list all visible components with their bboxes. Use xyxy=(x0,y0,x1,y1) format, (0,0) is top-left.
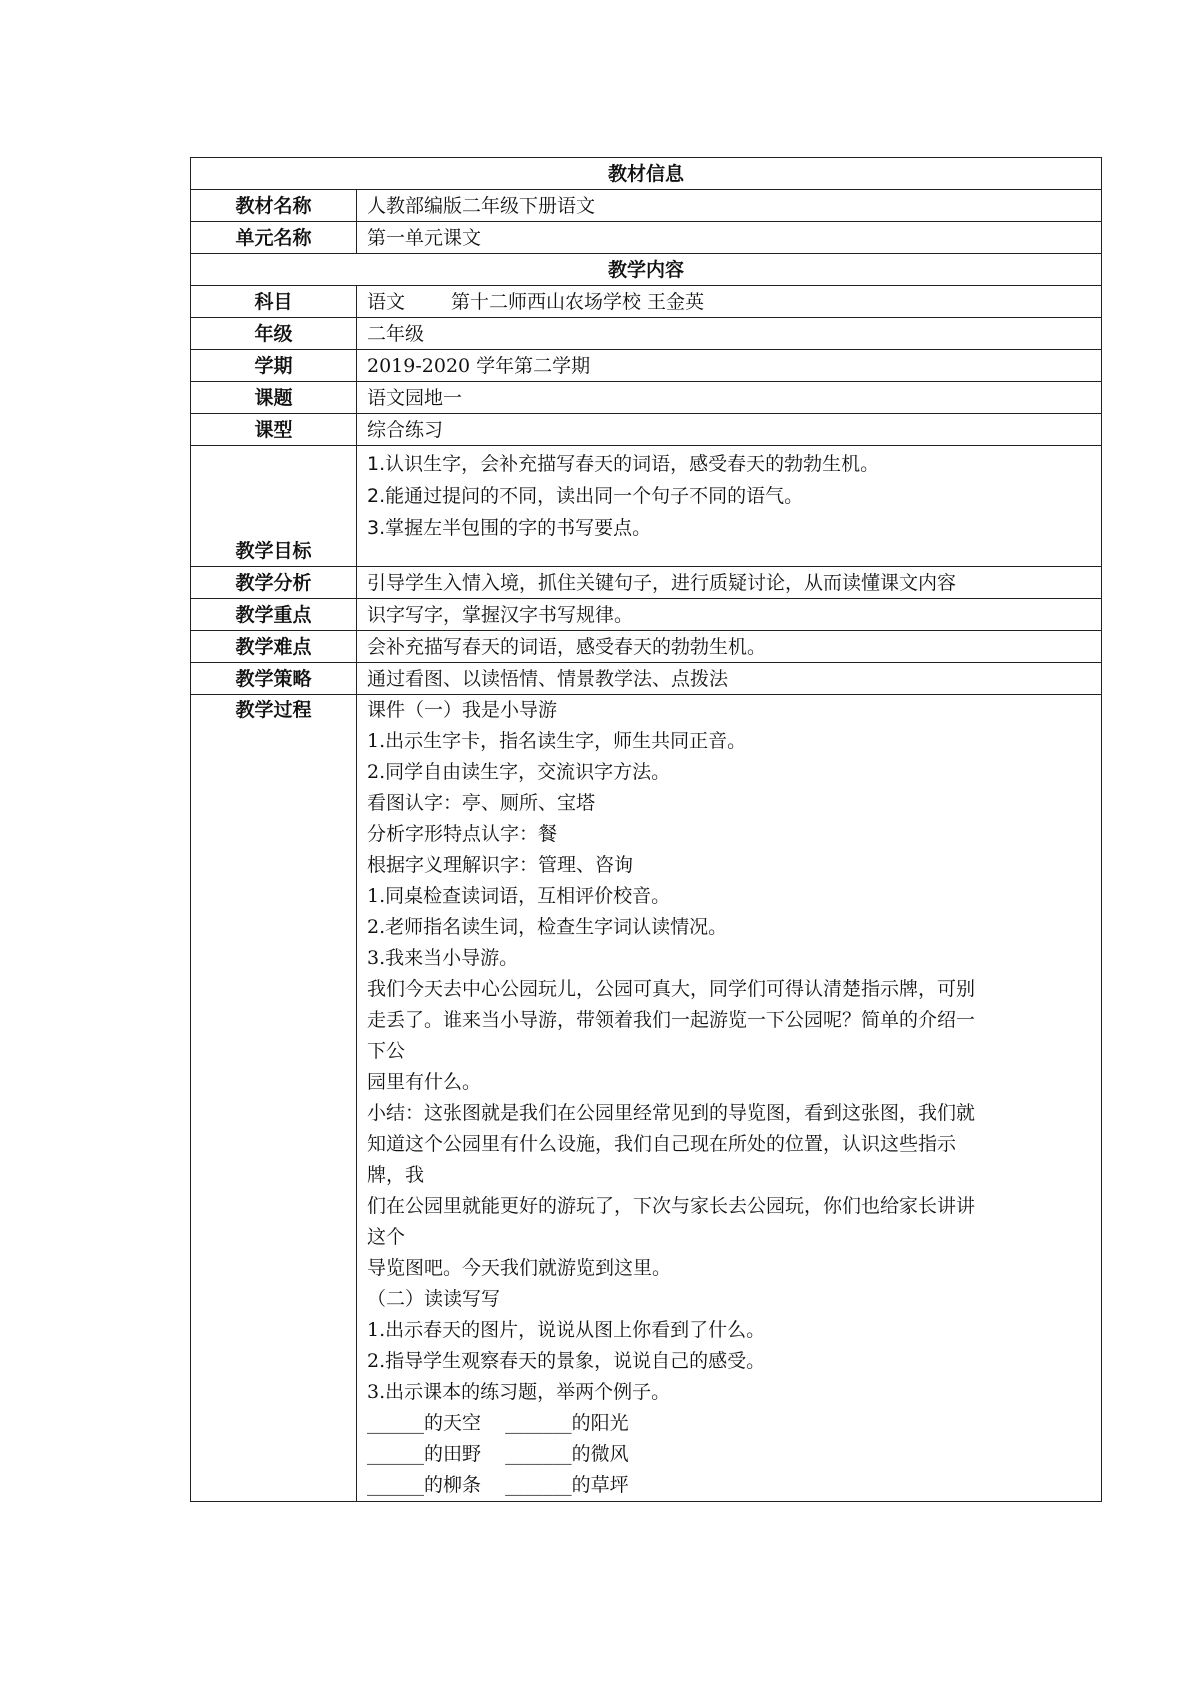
process-row xyxy=(191,695,1102,1502)
process-line: 园里有什么。 xyxy=(367,1071,482,1093)
lesson-type-value: 综合练习 xyxy=(357,414,1102,446)
process-line: 牌，我 xyxy=(367,1164,425,1186)
term-value: 2019-2020 学年第二学期 xyxy=(357,350,1102,382)
difficulty-row xyxy=(191,631,1102,663)
topic-label: 课题 xyxy=(191,382,357,414)
objective-item: 1.认识生字，会补充描写春天的词语，感受春天的勃勃生机。 xyxy=(367,453,880,475)
objectives-row xyxy=(191,446,1102,567)
fill-blank-line: ______的柳条 _______的草坪 xyxy=(367,1474,629,1496)
teaching-content-heading: 教学内容 xyxy=(191,254,1102,286)
process-line: 1.同桌检查读词语，互相评价校音。 xyxy=(367,885,671,907)
difficulty-value: 会补充描写春天的词语，感受春天的勃勃生机。 xyxy=(357,631,1102,663)
process-line: 1.出示生字卡，指名读生字，师生共同正音。 xyxy=(367,730,747,752)
subject-cell xyxy=(357,286,1102,318)
material-info-heading: 教材信息 xyxy=(191,158,1102,190)
key-point-label: 教学重点 xyxy=(191,599,357,631)
process-line: 2.指导学生观察春天的景象，说说自己的感受。 xyxy=(367,1350,766,1372)
process-line: 2.老师指名读生词，检查生字词认读情况。 xyxy=(367,916,728,938)
subject-value: 语文 xyxy=(367,290,406,313)
objectives-cell xyxy=(357,446,1102,567)
fill-blank-line: ______的田野 _______的微风 xyxy=(367,1443,629,1465)
topic-row xyxy=(191,382,1102,414)
process-line: 3.出示课本的练习题，举两个例子。 xyxy=(367,1381,671,1403)
material-name-label: 教材名称 xyxy=(191,190,357,222)
lesson-type-row xyxy=(191,414,1102,446)
process-line: 1.出示春天的图片，说说从图上你看到了什么。 xyxy=(367,1319,766,1341)
process-cell xyxy=(357,695,1102,1502)
strategy-value: 通过看图、以读悟情、情景教学法、点拨法 xyxy=(357,663,1102,695)
lesson-type-label: 课型 xyxy=(191,414,357,446)
process-line: 2.同学自由读生字，交流识字方法。 xyxy=(367,761,671,783)
grade-value: 二年级 xyxy=(357,318,1102,350)
process-line: 知道这个公园里有什么设施，我们自己现在所处的位置，认识这些指示 xyxy=(367,1133,957,1155)
process-line: （二）读读写写 xyxy=(367,1288,501,1310)
difficulty-label: 教学难点 xyxy=(191,631,357,663)
objective-item: 2.能通过提问的不同，读出同一个句子不同的语气。 xyxy=(367,485,804,507)
process-line: 分析字形特点认字：餐 xyxy=(367,823,558,845)
term-label: 学期 xyxy=(191,350,357,382)
process-line: 们在公园里就能更好的游玩了，下次与家长去公园玩，你们也给家长讲讲 xyxy=(367,1195,976,1217)
subject-row xyxy=(191,286,1102,318)
process-line: 小结：这张图就是我们在公园里经常见到的导览图，看到这张图，我们就 xyxy=(367,1102,976,1124)
process-line: 下公 xyxy=(367,1040,406,1062)
strategy-row xyxy=(191,663,1102,695)
lesson-plan-table xyxy=(190,157,1102,1502)
strategy-label: 教学策略 xyxy=(191,663,357,695)
analysis-row xyxy=(191,567,1102,599)
material-name-row xyxy=(191,190,1102,222)
unit-name-value: 第一单元课文 xyxy=(357,222,1102,254)
topic-value: 语文园地一 xyxy=(357,382,1102,414)
process-line: 根据字义理解识字：管理、咨询 xyxy=(367,854,634,876)
key-point-row xyxy=(191,599,1102,631)
teacher-school-value: 第十二师西山农场学校 王金英 xyxy=(451,290,705,313)
analysis-label: 教学分析 xyxy=(191,567,357,599)
material-info-header-row xyxy=(191,158,1102,190)
process-line: 我们今天去中心公园玩儿，公园可真大，同学们可得认清楚指示牌，可别 xyxy=(367,978,976,1000)
grade-row xyxy=(191,318,1102,350)
material-name-value: 人教部编版二年级下册语文 xyxy=(357,190,1102,222)
analysis-value: 引导学生入情入境，抓住关键句子，进行质疑讨论，从而读懂课文内容 xyxy=(357,567,1102,599)
process-line: 走丢了。谁来当小导游，带领着我们一起游览一下公园呢？简单的介绍一 xyxy=(367,1009,976,1031)
process-line: 3.我来当小导游。 xyxy=(367,947,519,969)
objectives-label: 教学目标 xyxy=(191,446,357,567)
fill-blank-line: ______的天空 _______的阳光 xyxy=(367,1412,629,1434)
grade-label: 年级 xyxy=(191,318,357,350)
unit-name-label: 单元名称 xyxy=(191,222,357,254)
teaching-content-header-row xyxy=(191,254,1102,286)
objective-item: 3.掌握左半包围的字的书写要点。 xyxy=(367,517,652,539)
process-line: 看图认字：亭、厕所、宝塔 xyxy=(367,792,596,814)
unit-name-row xyxy=(191,222,1102,254)
process-line: 这个 xyxy=(367,1226,406,1248)
process-line: 课件（一）我是小导游 xyxy=(367,699,558,721)
process-line: 导览图吧。今天我们就游览到这里。 xyxy=(367,1257,672,1279)
subject-label: 科目 xyxy=(191,286,357,318)
term-row xyxy=(191,350,1102,382)
key-point-value: 识字写字，掌握汉字书写规律。 xyxy=(357,599,1102,631)
process-label: 教学过程 xyxy=(191,695,357,1502)
